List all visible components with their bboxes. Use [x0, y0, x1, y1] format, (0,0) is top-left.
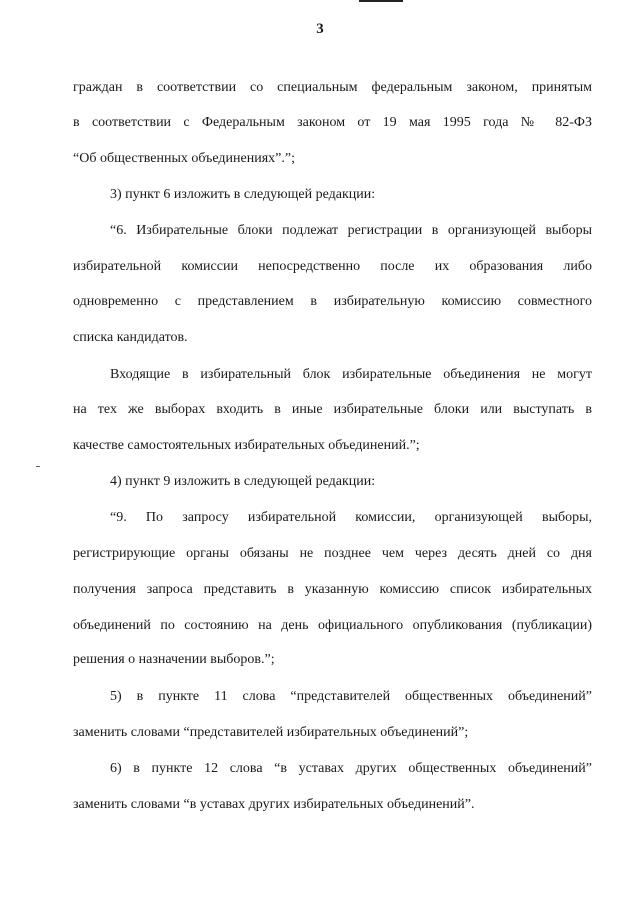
text-line: одновременно с представлением в избирательную комиссию совместного [73, 294, 592, 309]
text-line: “Об общественных объединениях”.”; [73, 151, 295, 166]
text-line: заменить словами “в уставах других избирательных объединений”. [73, 797, 475, 812]
page-number: 3 [316, 21, 324, 37]
text-line: 6) в пункте 12 слова “в уставах других общественных объединений” [110, 761, 592, 776]
text-line: в соответствии с Федеральным законом от 19 мая 1995 года № 82-ФЗ [73, 115, 592, 130]
text-line: списка кандидатов. [73, 330, 188, 345]
text-line: “6. Избирательные блоки подлежат регистрации в организующей выборы [110, 223, 592, 238]
text-line: избирательной комиссии непосредственно после их образования либо [73, 259, 592, 274]
text-line: 4) пункт 9 изложить в следующей редакции: [110, 474, 376, 489]
text-line: получения запроса представить в указанную комиссию список избирательных [73, 582, 592, 597]
text-line: “9. По запросу избирательной комиссии, организующей выборы, [110, 510, 592, 525]
text-line: решения о назначении выборов.”; [73, 652, 275, 667]
text-line: на тех же выборах входить в иные избирательные блоки или выступать в [73, 402, 592, 417]
text-line: граждан в соответствии со специальным федеральным законом, принятым [73, 80, 592, 95]
text-line: регистрирующие органы обязаны не позднее чем через десять дней со дня [73, 546, 592, 561]
text-line: объединений по состоянию на день официального опубликования (публикации) [73, 618, 592, 633]
text-line: качестве самостоятельных избирательных объединений.”; [73, 438, 420, 453]
scan-mark [36, 466, 40, 467]
text-line: Входящие в избирательный блок избирательные объединения не могут [110, 367, 592, 382]
text-line: заменить словами “представителей избирательных объединений”; [73, 725, 469, 740]
text-line: 5) в пункте 11 слова “представителей общественных объединений” [110, 689, 592, 704]
text-line: 3) пункт 6 изложить в следующей редакции: [110, 187, 376, 202]
document-body [73, 0, 592, 900]
